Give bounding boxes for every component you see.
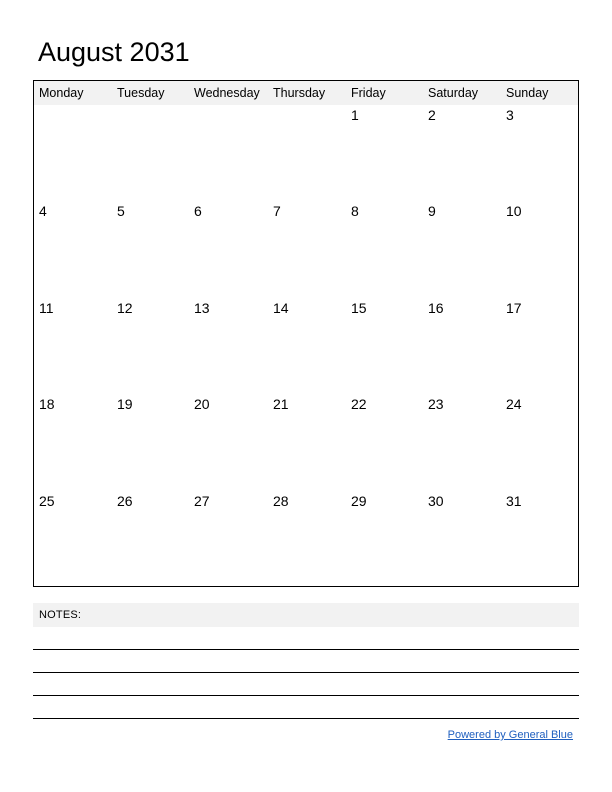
- date-number: 19: [117, 396, 133, 412]
- date-number: 14: [273, 300, 289, 316]
- date-number: 7: [273, 203, 281, 219]
- date-number: 3: [506, 107, 514, 123]
- date-number: 29: [351, 493, 367, 509]
- date-cell: [423, 298, 500, 395]
- date-cell: [268, 105, 345, 202]
- date-number: 16: [428, 300, 444, 316]
- week-row-1: [34, 105, 578, 202]
- date-number: 2: [428, 107, 436, 123]
- date-cell: [34, 491, 111, 588]
- date-number: 13: [194, 300, 210, 316]
- week-row-3: [34, 298, 578, 395]
- date-number: 25: [39, 493, 55, 509]
- date-cell: [112, 105, 189, 202]
- date-number: 28: [273, 493, 289, 509]
- date-cell: [423, 394, 500, 491]
- page-title: August 2031: [38, 37, 190, 67]
- date-cell: [112, 491, 189, 588]
- date-number: 8: [351, 203, 359, 219]
- date-cell: [346, 491, 423, 588]
- date-cell: [112, 298, 189, 395]
- date-number: 30: [428, 493, 444, 509]
- weekday-friday: Friday: [351, 86, 386, 100]
- date-cell: [346, 105, 423, 202]
- notes-header: [33, 603, 579, 627]
- date-cell: [268, 201, 345, 298]
- date-number: 9: [428, 203, 436, 219]
- date-number: 17: [506, 300, 522, 316]
- date-cell: [346, 201, 423, 298]
- date-number: 5: [117, 203, 125, 219]
- date-cell: [346, 298, 423, 395]
- week-row-2: [34, 201, 578, 298]
- date-cell: [268, 394, 345, 491]
- date-number: 11: [39, 300, 54, 316]
- note-line: [33, 649, 579, 650]
- date-cell: [501, 201, 578, 298]
- date-cell: [34, 298, 111, 395]
- date-cell: [501, 298, 578, 395]
- date-number: 24: [506, 396, 522, 412]
- weekday-wednesday: Wednesday: [194, 86, 260, 100]
- date-cell: [423, 491, 500, 588]
- note-line: [33, 718, 579, 719]
- date-cell: [34, 394, 111, 491]
- date-cell: [189, 491, 266, 588]
- date-number: 23: [428, 396, 444, 412]
- date-number: 18: [39, 396, 55, 412]
- date-cell: [346, 394, 423, 491]
- date-cell: [112, 394, 189, 491]
- date-cell: [268, 491, 345, 588]
- date-number: 15: [351, 300, 367, 316]
- date-number: 6: [194, 203, 202, 219]
- date-cell: [189, 394, 266, 491]
- date-number: 10: [506, 203, 522, 219]
- weekday-tuesday: Tuesday: [117, 86, 165, 100]
- date-number: 21: [273, 396, 289, 412]
- date-cell: [268, 298, 345, 395]
- date-number: 27: [194, 493, 210, 509]
- note-line: [33, 695, 579, 696]
- weekday-header-row: [34, 81, 578, 105]
- week-row-5: [34, 491, 578, 588]
- notes-label: NOTES:: [39, 609, 82, 621]
- date-number: 31: [506, 493, 522, 509]
- date-number: 4: [39, 203, 47, 219]
- date-cell: [189, 298, 266, 395]
- date-number: 22: [351, 396, 367, 412]
- date-cell: [112, 201, 189, 298]
- weekday-monday: Monday: [39, 86, 84, 100]
- date-cell: [189, 105, 266, 202]
- date-number: 26: [117, 493, 133, 509]
- week-row-4: [34, 394, 578, 491]
- date-cell: [501, 105, 578, 202]
- date-cell: [423, 105, 500, 202]
- date-number: 20: [194, 396, 210, 412]
- date-number: 12: [117, 300, 133, 316]
- powered-by-link[interactable]: Powered by General Blue: [447, 729, 573, 741]
- date-cell: [501, 491, 578, 588]
- weekday-sunday: Sunday: [506, 86, 549, 100]
- date-cell: [34, 201, 111, 298]
- calendar-grid: [33, 80, 579, 587]
- note-line: [33, 672, 579, 673]
- date-cell: [189, 201, 266, 298]
- date-cell: [501, 394, 578, 491]
- date-number: 1: [351, 107, 359, 123]
- weekday-thursday: Thursday: [273, 86, 326, 100]
- date-cell: [34, 105, 111, 202]
- date-cell: [423, 201, 500, 298]
- weekday-saturday: Saturday: [428, 86, 479, 100]
